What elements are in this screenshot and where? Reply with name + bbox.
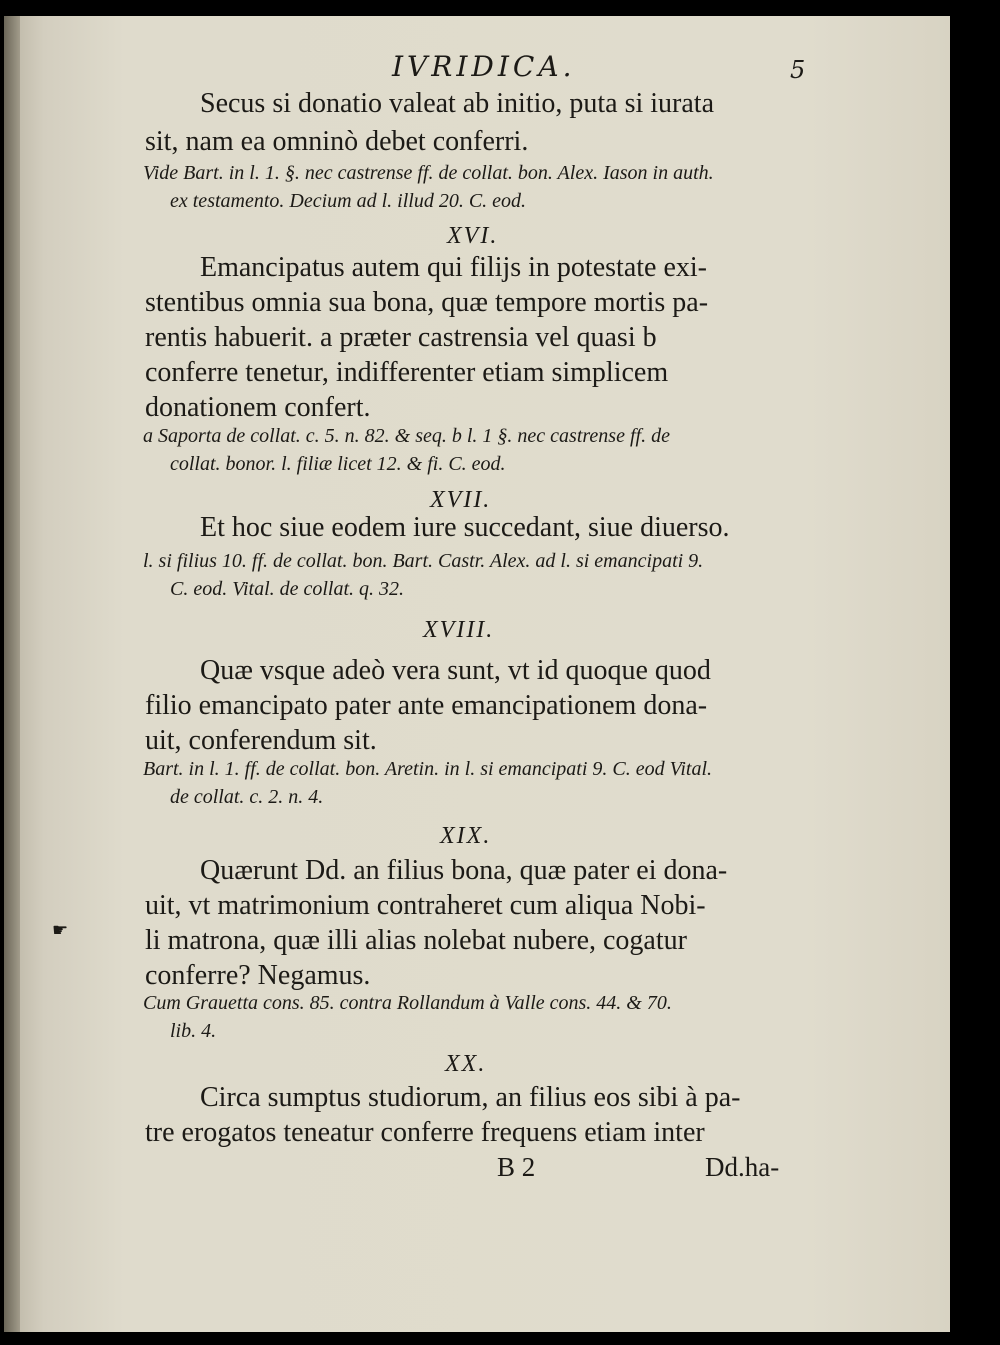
signature-mark: B 2 (497, 1152, 536, 1182)
text-line: Et hoc siue eodem iure succedant, siue diuerso. (200, 512, 730, 543)
marginal-note-line: C. eod. Vital. de collat. q. 32. (170, 578, 405, 600)
marginal-note-line: de collat. c. 2. n. 4. (170, 786, 324, 808)
text-line: uit, vt matrimonium contraheret cum aliqua Nobi- (145, 890, 706, 921)
marginal-note-line: l. si filius 10. ff. de collat. bon. Bart. Castr. Alex. ad l. si emancipati 9. (143, 550, 704, 572)
catchword: Dd.ha- (705, 1152, 780, 1182)
section-number: XVII. (430, 487, 492, 513)
text-line: conferre? Negamus. (145, 960, 371, 991)
text-line: uit, conferendum sit. (145, 725, 377, 756)
text-line: Secus si donatio valeat ab initio, puta si iurata (200, 88, 714, 119)
text-line: Quæ vsque adeò vera sunt, vt id quoque quod (200, 655, 711, 686)
text-line: filio emancipato pater ante emancipationem dona- (145, 690, 708, 721)
text-line: sit, nam ea omninò debet conferri. (145, 126, 529, 157)
text-line: rentis habuerit. a præter castrensia vel quasi b (145, 322, 657, 353)
marginal-note-line: lib. 4. (170, 1020, 217, 1042)
margin-hand-mark: ☛ (52, 920, 69, 941)
section-number: XIX. (440, 823, 492, 849)
section-number: XX. (445, 1051, 487, 1077)
page-binding-edge (4, 16, 20, 1332)
text-line: tre erogatos teneatur conferre frequens etiam inter (145, 1117, 705, 1148)
text-line: conferre tenetur, indifferenter etiam simplicem (145, 357, 669, 388)
running-title: IVRIDICA. (392, 50, 576, 83)
text-line: Circa sumptus studiorum, an filius eos sibi à pa- (200, 1082, 741, 1113)
section-number: XVI. (447, 223, 499, 249)
text-line: donationem confert. (145, 392, 371, 423)
marginal-note-line: Vide Bart. in l. 1. §. nec castrense ff. de collat. bon. Alex. Iason in auth. (143, 162, 714, 184)
text-line: Emancipatus autem qui filijs in potestate exi- (200, 252, 707, 283)
text-line: stentibus omnia sua bona, quæ tempore mortis pa- (145, 287, 709, 318)
marginal-note-line: collat. bonor. l. filiæ licet 12. & fi. C. eod. (170, 453, 506, 475)
marginal-note-line: Cum Grauetta cons. 85. contra Rollandum à Valle cons. 44. & 70. (143, 992, 672, 1014)
text-line: Quærunt Dd. an filius bona, quæ pater ei dona- (200, 855, 728, 886)
marginal-note-line: ex testamento. Decium ad l. illud 20. C. eod. (170, 190, 527, 212)
text-line: li matrona, quæ illi alias nolebat nubere, cogatur (145, 925, 687, 956)
marginal-note-line: Bart. in l. 1. ff. de collat. bon. Aretin. in l. si emancipati 9. C. eod Vital. (143, 758, 713, 780)
section-number: XVIII. (423, 617, 495, 643)
marginal-note-line: a Saporta de collat. c. 5. n. 82. & seq. b l. 1 §. nec castrense ff. de (143, 425, 670, 447)
page-number: 5 (790, 56, 806, 84)
